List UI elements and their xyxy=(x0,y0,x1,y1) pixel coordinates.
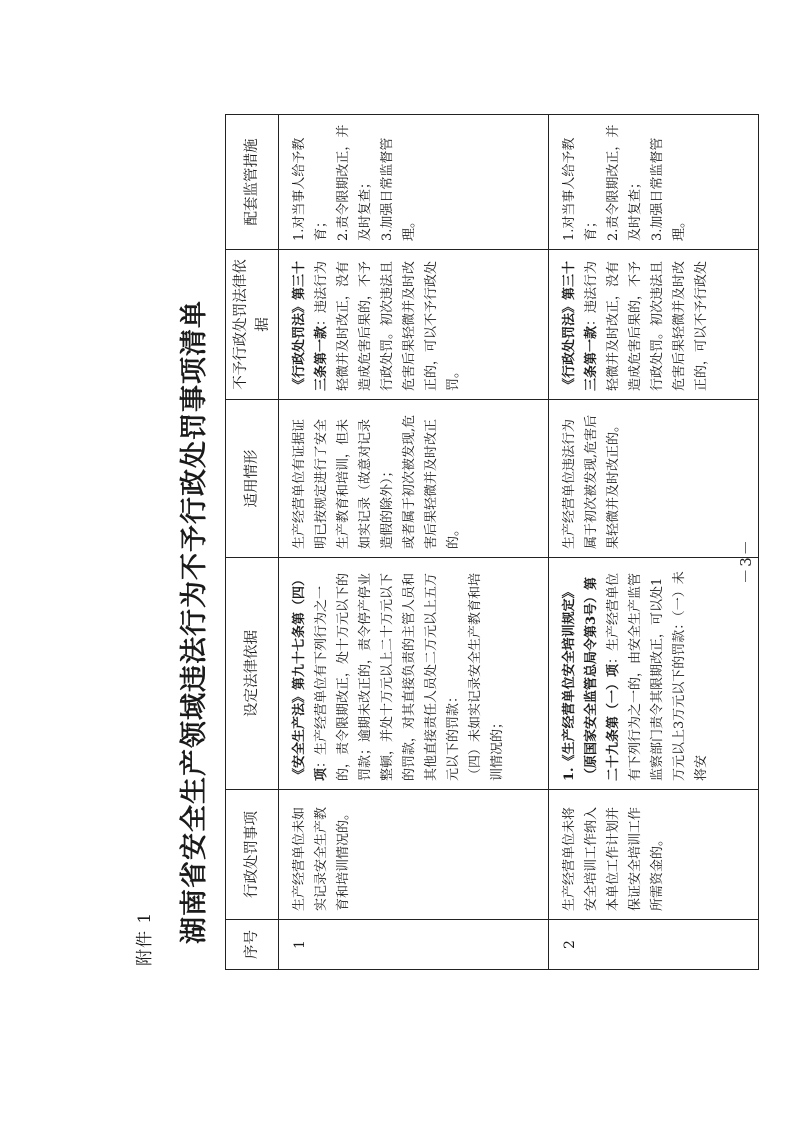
row-measures xyxy=(549,115,759,250)
penalty-list-table xyxy=(225,114,759,970)
row-situation xyxy=(279,400,549,558)
situation-p1: 生产经营单位违法行为属于初次被发现,危害后果轻微并及时改正的。 xyxy=(562,414,621,549)
basis-text: ：生产经营单位有下列行为之一的，由安全生产监管监察部门责令其限期改正，可以处1万元以上3万元以下的罚款：（一）未将安 xyxy=(606,571,709,781)
measure-item: 3.加强日常监督管理。 xyxy=(380,137,417,241)
document-title: 湖南省安全生产领域违法行为不予行政处罚事项清单 xyxy=(179,300,210,944)
row-item: 生产经营单位未将安全培训工作纳入本单位工作计划并保证安全培训工作所需资金的。 xyxy=(549,790,759,920)
row-basis xyxy=(279,558,549,790)
attachment-label: 附件 1 xyxy=(135,911,155,966)
basis-clause: （四）未如实记录安全生产教育和培训情况的； xyxy=(468,572,505,781)
header-situation: 适用情形 xyxy=(226,400,279,558)
row-situation xyxy=(549,400,759,558)
row-seq: 1 xyxy=(279,920,549,970)
measure-item: 2.责令限期改正，并及时复查； xyxy=(606,124,643,241)
row-measures xyxy=(279,115,549,250)
legal-text: ：违法行为轻微并及时改正，没有造成危害后果的，不予行政处罚。初次违法且危害后果轻微并及时改正的，可以不予行政处 xyxy=(584,260,709,391)
row-seq: 2 xyxy=(549,920,759,970)
basis-law: 1.《生产经营单位安全培训规定》（原国家安全监管总局令第3号）第二十九条第（一）项 xyxy=(562,576,621,781)
basis-text: ：生产经营单位有下列行为之一的，责令限期改正，处十万元以下的罚款；逾期未改正的，责令停产停业整顿，并处十万元以上二十万元以下的罚款，对其直接负责的主管人员和其他直接责任人员处二万元以上五万元以下的罚款： xyxy=(314,572,461,781)
measure-item: 1.对当事人给予教育； xyxy=(292,137,329,241)
table-header-row xyxy=(226,115,279,970)
header-basis: 设定法律依据 xyxy=(226,558,279,790)
row-legal xyxy=(549,250,759,400)
header-measures: 配套监管措施 xyxy=(226,115,279,250)
situation-p1: 生产经营单位有证据证明已按规定进行了安全生产教育和培训，但未如实记录（故意对记录造假的除外）； xyxy=(292,418,395,549)
legal-law: 《行政处罚法》第三十三条第一款 xyxy=(292,260,329,391)
header-legal: 不予行政处罚法律依据 xyxy=(226,250,279,400)
situation-p2: 或者属于初次被发现,危害后果轻微并及时改正的。 xyxy=(402,414,461,549)
row-basis xyxy=(549,558,759,790)
header-item: 行政处罚事项 xyxy=(226,790,279,920)
basis-law: 《安全生产法》第九十七条第（四）项 xyxy=(292,572,329,781)
row-legal xyxy=(279,250,549,400)
measure-item: 1.对当事人给予教育； xyxy=(562,137,599,241)
measure-item: 2.责令限期改正，并及时复查； xyxy=(336,124,373,241)
legal-text: ：违法行为轻微并及时改正，没有造成危害后果的，不予行政处罚。初次违法且危害后果轻微并及时改正的，可以不予行政处罚。 xyxy=(314,260,461,391)
table-row xyxy=(279,115,549,970)
row-item: 生产经营单位未如实记录安全生产教育和培训情况的。 xyxy=(279,790,549,920)
table-row xyxy=(549,115,759,970)
header-seq: 序号 xyxy=(226,920,279,970)
page-number: －3－ xyxy=(737,538,755,584)
legal-law: 《行政处罚法》第三十三条第一款 xyxy=(562,260,599,391)
measure-item: 3.加强日常监督管理。 xyxy=(650,137,687,241)
